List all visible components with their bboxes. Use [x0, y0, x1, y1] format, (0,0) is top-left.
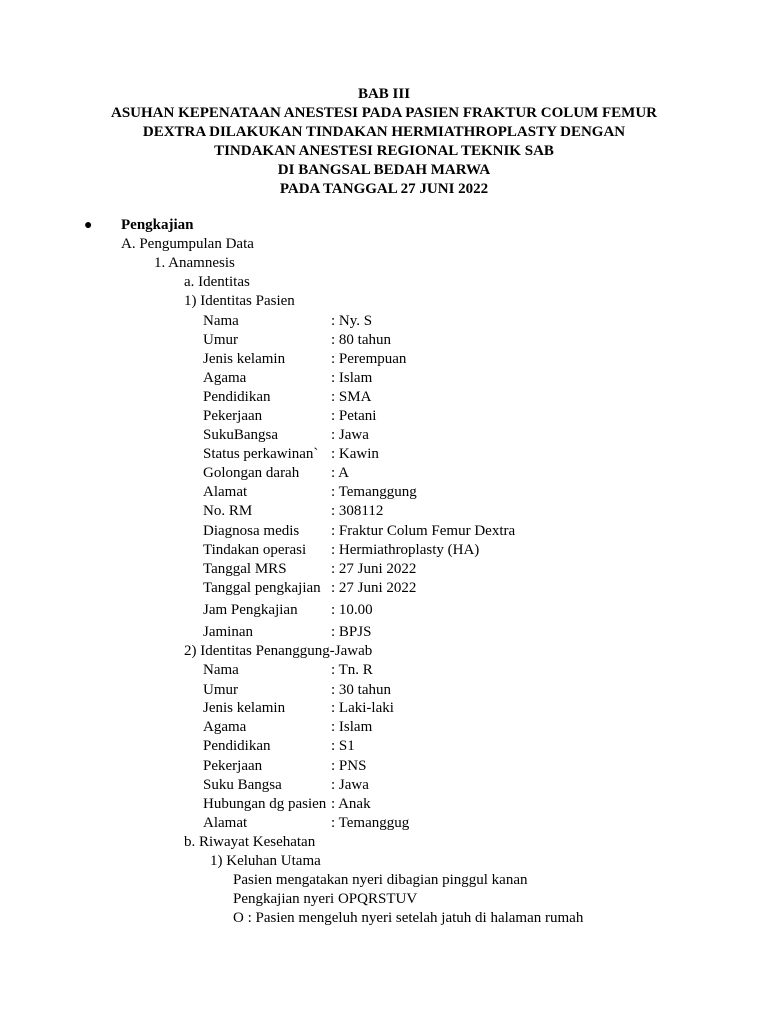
title-line-1: ASUHAN KEPENATAAN ANESTESI PADA PASIEN FRAKTUR COLUM FEMUR: [110, 105, 657, 121]
field-value: : Ny. S: [331, 313, 373, 329]
pasien-heading: 1) Identitas Pasien: [184, 293, 295, 309]
field-value: : Tn. R: [331, 662, 373, 678]
field-value: : PNS: [331, 758, 367, 774]
field-value: : Laki-laki: [331, 700, 394, 716]
field-value: : Islam: [331, 719, 373, 735]
field-value: : Jawa: [331, 427, 369, 443]
field-value: : Temanggug: [331, 815, 410, 831]
document-header: [0, 85, 768, 199]
field-label: Tindakan operasi: [203, 542, 307, 558]
keluhan-line: Pasien mengatakan nyeri dibagian pinggul kanan: [233, 872, 528, 888]
keluhan-line: O : Pasien mengeluh nyeri setelah jatuh di halaman rumah: [233, 910, 584, 926]
section-heading: Pengkajian: [121, 217, 194, 233]
field-value: : Islam: [331, 370, 373, 386]
field-label: Jenis kelamin: [203, 700, 286, 716]
field-label: Agama: [203, 719, 247, 735]
field-label: Nama: [203, 313, 239, 329]
riwayat-heading: b. Riwayat Kesehatan: [184, 834, 316, 850]
field-label: Jenis kelamin: [203, 351, 286, 367]
field-label: Tanggal pengkajian: [203, 580, 321, 596]
field-label: Jaminan: [203, 624, 253, 640]
field-value: : BPJS: [331, 624, 372, 640]
field-label: Pendidikan: [203, 738, 271, 754]
field-value: : S1: [331, 738, 355, 754]
field-label: SukuBangsa: [203, 427, 278, 443]
field-value: : 30 tahun: [331, 682, 391, 698]
field-label: No. RM: [203, 503, 253, 519]
field-label: Umur: [203, 332, 238, 348]
field-value: : Petani: [331, 408, 377, 424]
subsection-identitas: a. Identitas: [184, 274, 250, 290]
field-value: : Anak: [331, 796, 371, 812]
field-label: Tanggal MRS: [203, 561, 287, 577]
field-value: : Perempuan: [331, 351, 407, 367]
field-label: Pendidikan: [203, 389, 271, 405]
title-line-4: DI BANGSAL BEDAH MARWA: [277, 162, 491, 178]
keluhan-heading: 1) Keluhan Utama: [210, 853, 321, 869]
field-label: Suku Bangsa: [203, 777, 282, 793]
field-value: : 10.00: [331, 602, 373, 618]
field-value: : Fraktur Colum Femur Dextra: [331, 523, 516, 539]
field-value: : Jawa: [331, 777, 369, 793]
field-value: : Temanggung: [331, 484, 417, 500]
field-label: Agama: [203, 370, 247, 386]
field-label: Umur: [203, 682, 238, 698]
field-label: Pekerjaan: [203, 408, 263, 424]
title-line-5: PADA TANGGAL 27 JUNI 2022: [279, 181, 489, 197]
field-value: : SMA: [331, 389, 372, 405]
title-line-2: DEXTRA DILAKUKAN TINDAKAN HERMIATHROPLASTY DENGAN: [142, 124, 626, 140]
field-label: Alamat: [203, 815, 248, 831]
field-label: Nama: [203, 662, 239, 678]
field-label: Status perkawinan`: [203, 446, 319, 462]
field-label: Hubungan dg pasien: [203, 796, 327, 812]
field-value: : Hermiathroplasty (HA): [331, 542, 480, 558]
subsection-1: 1. Anamnesis: [154, 255, 235, 271]
field-value: : 308112: [331, 503, 384, 519]
field-value: : 80 tahun: [331, 332, 391, 348]
field-value: : 27 Juni 2022: [331, 561, 417, 577]
field-value: : 27 Juni 2022: [331, 580, 417, 596]
field-label: Alamat: [203, 484, 248, 500]
keluhan-line: Pengkajian nyeri OPQRSTUV: [233, 891, 418, 907]
chapter-title: BAB III: [357, 86, 411, 102]
bullet-icon: ●: [84, 218, 93, 233]
field-value: : A: [331, 465, 349, 481]
field-label: Jam Pengkajian: [203, 602, 298, 618]
field-label: Diagnosa medis: [203, 523, 300, 539]
penanggung-heading: 2) Identitas Penanggung-Jawab: [184, 643, 373, 659]
field-label: Pekerjaan: [203, 758, 263, 774]
field-value: : Kawin: [331, 446, 379, 462]
subsection-a: A. Pengumpulan Data: [121, 236, 254, 252]
field-label: Golongan darah: [203, 465, 300, 481]
title-line-3: TINDAKAN ANESTESI REGIONAL TEKNIK SAB: [214, 143, 554, 159]
